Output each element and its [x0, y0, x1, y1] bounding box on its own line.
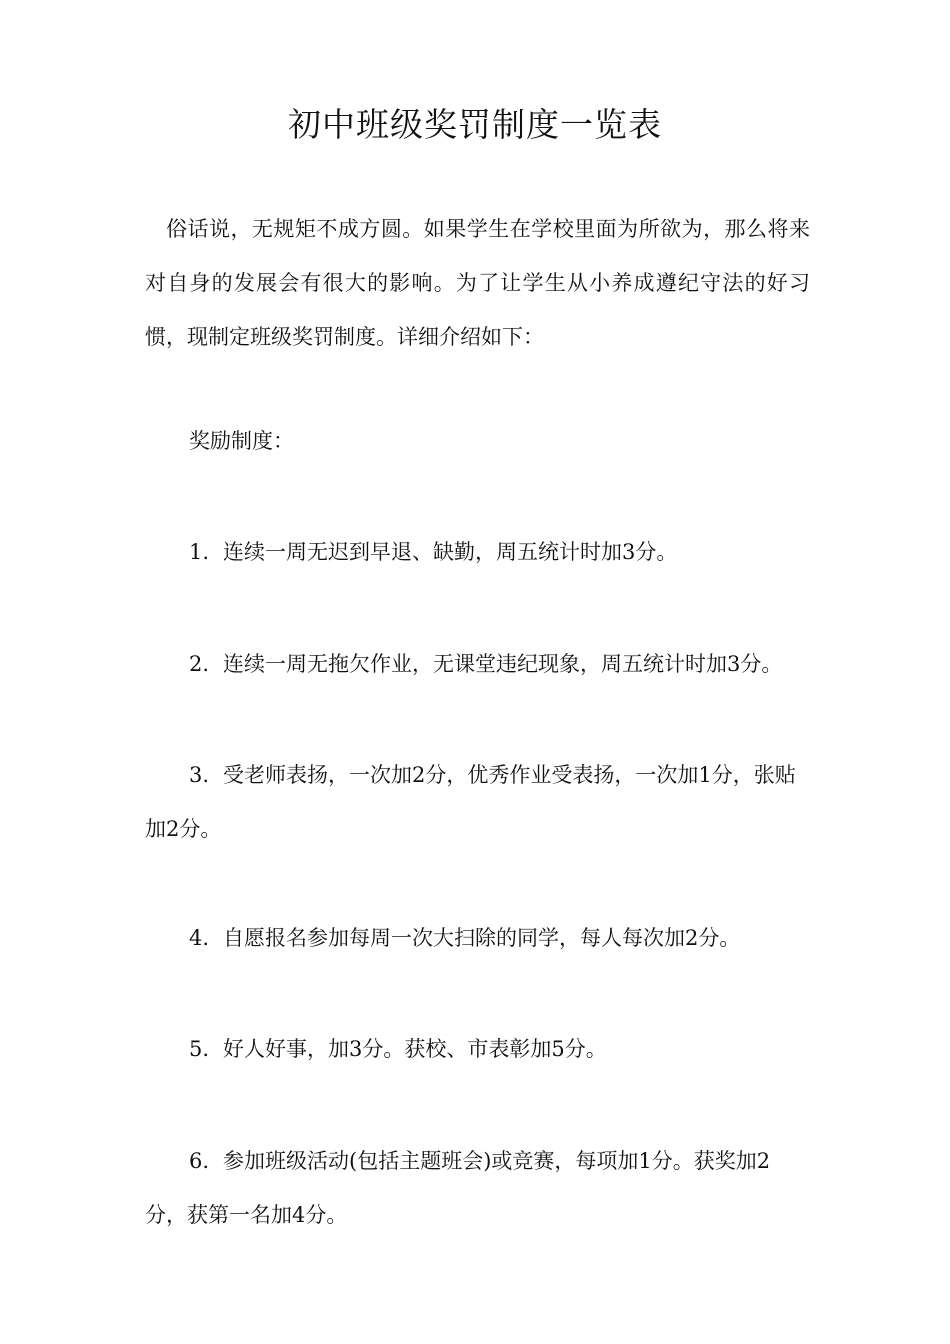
- rule-text: 参加班级活动(包括主题班会)或竞赛，每项加1分。获奖加2分，获第一名加4分。: [145, 1149, 771, 1227]
- rule-text: 好人好事，加3分。获校、市表彰加5分。: [223, 1037, 607, 1061]
- rule-item: [145, 525, 810, 579]
- rule-text: 自愿报名参加每周一次大扫除的同学，每人每次加2分。: [223, 926, 741, 950]
- rule-item: [145, 1022, 810, 1076]
- rule-number: 5.: [189, 1037, 210, 1061]
- rule-number: 1.: [189, 540, 210, 564]
- rule-text: 连续一周无拖欠作业，无课堂违纪现象，周五统计时加3分。: [223, 652, 783, 676]
- reward-heading: 奖励制度：: [189, 429, 294, 453]
- rule-number: 4.: [189, 926, 210, 950]
- document-title: 初中班级奖罚制度一览表: [288, 105, 662, 144]
- rule-text: 连续一周无迟到早退、缺勤，周五统计时加3分。: [223, 540, 678, 564]
- rule-item: [145, 911, 810, 965]
- rule-text: 受老师表扬，一次加2分，优秀作业受表扬，一次加1分，张贴加2分。: [145, 763, 796, 841]
- rule-item: [145, 1134, 810, 1242]
- intro-paragraph: 俗话说，无规矩不成方圆。如果学生在学校里面为所欲为，那么将来对自身的发展会有很大的影响。为了让学生从小养成遵纪守法的好习惯，现制定班级奖罚制度。详细介绍如下：: [145, 217, 810, 349]
- rule-number: 3.: [189, 763, 210, 787]
- rule-item: [145, 748, 810, 856]
- rule-number: 2.: [189, 652, 210, 676]
- rule-item: [145, 637, 810, 691]
- rule-number: 6.: [189, 1149, 210, 1173]
